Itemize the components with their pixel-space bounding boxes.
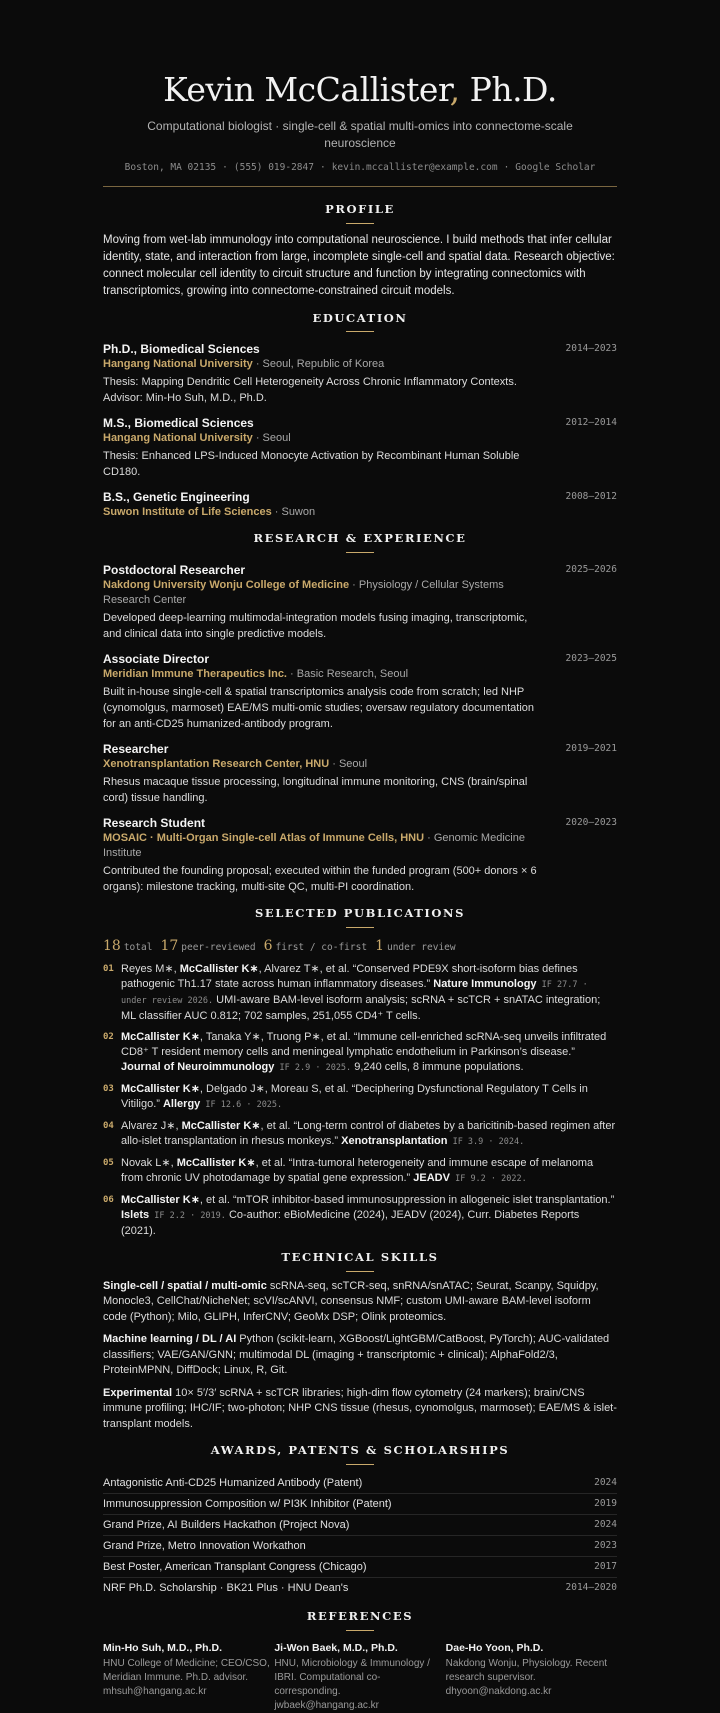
publication-meta: IF 3.9 · 2024. (447, 1136, 525, 1147)
publication-item (103, 962, 617, 1024)
degree: Ph.D. (459, 70, 557, 109)
award-year: 2019 (594, 1497, 617, 1509)
publication-title: , Tanaka Y∗, Truong P∗, et al. “Immune cell-enriched scRNA-seq unveils infiltrated CD8⁺ T resident memory cells and meningeal lymphatic endothelium in Parkinson’s disease.” (121, 1030, 607, 1058)
skill-item (103, 1279, 617, 1326)
education-section (103, 310, 617, 521)
publication-stat (160, 937, 256, 954)
entry-title: M.S., Biomedical Sciences (103, 416, 254, 431)
stat-label: total (123, 941, 153, 953)
experience-entry (103, 741, 617, 806)
contact-email[interactable]: kevin.mccallister@example.com (331, 162, 498, 173)
reference-email[interactable]: jwbaek@hangang.ac.kr (274, 1699, 379, 1711)
awards-list (103, 1473, 617, 1598)
publication-stats (103, 936, 617, 956)
publication-journal: Allergy (162, 1097, 201, 1110)
skill-label: Machine learning / DL / AI (103, 1333, 237, 1346)
references-section (103, 1608, 617, 1713)
publication-self-author: McCallister K∗ (121, 1030, 200, 1043)
entry-institution: Meridian Immune Therapeutics Inc. (103, 668, 287, 681)
skills-section (103, 1249, 617, 1432)
award-year: 2023 (594, 1539, 617, 1551)
skill-text: 10× 5′/3′ scRNA + scTCR libraries; high-dim flow cytometry (24 markers); brain/CNS immune profiling; IHC/IF; two-photon; NHP CNS tissue (rhesus, cynomolgus, marmoset); EAE/MS & islet-transplant models. (103, 1386, 617, 1430)
publication-self-author: McCallister K∗ (176, 1156, 256, 1169)
contact-phone[interactable]: (555) 019-2847 (233, 162, 314, 173)
publication-stat (103, 937, 153, 954)
publication-stat (263, 937, 368, 954)
entry-description: Built in-house single-cell & spatial transcriptomics analysis code from scratch; led NHP (cynomolgus, marmoset) EAE/MS multi-omic studies; oversaw regulatory documentation for an anti-CD25 humanized-antibody program. (103, 686, 534, 731)
publication-self-author: McCallister K∗ (181, 1119, 261, 1132)
entry-location: · Genomic Medicine Institute (103, 832, 525, 860)
stat-number: 18 (103, 937, 121, 954)
award-row (103, 1494, 617, 1515)
publication-meta: IF 2.9 · 2025. (274, 1062, 352, 1073)
reference-email[interactable]: mhsuh@hangang.ac.kr (103, 1685, 207, 1697)
publication-item (103, 1156, 617, 1187)
publication-meta: IF 2.2 · 2019. (149, 1210, 226, 1221)
entry-organization (103, 357, 553, 372)
entry-institution: Hangang National University (103, 432, 253, 445)
contact-separator: · (222, 162, 228, 173)
entry-location: · Seoul, Republic of Korea (252, 358, 385, 371)
publication-journal: Xenotransplantation (341, 1134, 448, 1147)
entry-date: 2008–2012 (565, 491, 617, 503)
references-list (103, 1641, 617, 1713)
entry-location: · Physiology / Cellular Systems Research Center (103, 579, 504, 607)
publication-index: 03 (103, 1083, 114, 1094)
education-list (103, 341, 617, 520)
award-year: 2024 (594, 1518, 617, 1530)
entry-title: Researcher (103, 742, 169, 757)
publications-section (103, 905, 617, 1239)
section-title-education: EDUCATION (103, 310, 617, 333)
publication-item (103, 1119, 617, 1150)
reference-description: HNU College of Medicine; CEO/CSO, Meridian Immune. Ph.D. advisor. (103, 1657, 270, 1683)
contact-scholar-link[interactable]: Google Scholar (515, 162, 596, 173)
skill-label: Experimental (103, 1386, 173, 1399)
reference-description: Nakdong Wonju, Physiology. Recent research supervisor. (445, 1657, 608, 1683)
name-heading (103, 70, 617, 110)
contact-line (103, 161, 617, 175)
name: Kevin McCallister (163, 70, 450, 109)
publication-item (103, 1082, 617, 1113)
contact-separator: · (503, 162, 510, 173)
entry-organization (103, 831, 553, 861)
experience-entry (103, 815, 617, 895)
award-row (103, 1578, 617, 1598)
publication-journal: Journal of Neuroimmunology (121, 1060, 275, 1073)
entry-title: Postdoctoral Researcher (103, 563, 246, 578)
reference-description: HNU, Microbiology & Immunology / IBRI. Computational co-corresponding. (274, 1657, 430, 1697)
publication-authors-pre: Novak L∗, (121, 1156, 177, 1169)
publication-authors-pre: Alvarez J∗, (121, 1119, 182, 1132)
publication-index: 01 (103, 963, 114, 974)
education-entry (103, 489, 617, 520)
reference-email[interactable]: dhyoon@nakdong.ac.kr (445, 1685, 552, 1697)
stat-number: 6 (263, 937, 273, 954)
education-entry (103, 341, 617, 406)
award-label: Best Poster, American Transplant Congress (Chicago) (103, 1560, 367, 1573)
entry-description: Thesis: Mapping Dendritic Cell Heterogeneity Across Chronic Inflammatory Contexts. Advisor: Min-Ho Suh, M.D., Ph.D. (103, 376, 517, 405)
tagline: Computational biologist · single-cell & spatial multi-omics into connectome-scale neuroscience (147, 119, 573, 150)
award-row (103, 1557, 617, 1578)
publication-index: 06 (103, 1194, 114, 1205)
publication-note: Co-author: eBioMedicine (2024), JEADV (2024), Curr. Diabetes Reports (2021). (121, 1208, 580, 1237)
publication-meta: IF 9.2 · 2022. (449, 1173, 527, 1184)
header-divider (103, 186, 617, 187)
award-row (103, 1536, 617, 1557)
award-year: 2024 (594, 1476, 617, 1488)
entry-title: Associate Director (103, 652, 210, 667)
entry-location: · Suwon (271, 506, 316, 519)
reference-name: Ji-Won Baek, M.D., Ph.D. (274, 1641, 398, 1654)
section-title-experience: RESEARCH & EXPERIENCE (103, 530, 617, 553)
entry-description: Developed deep-learning multimodal-integration models fusing imaging, transcriptomic, and clinical data into single predictive models. (103, 612, 528, 641)
publication-self-author: McCallister K∗ (121, 1082, 200, 1095)
reference-item (446, 1641, 617, 1713)
experience-list (103, 562, 617, 895)
publication-item (103, 1030, 617, 1076)
entry-institution: Suwon Institute of Life Sciences (103, 506, 272, 519)
publication-authors-pre: Reyes M∗, (121, 962, 180, 975)
entry-location: · Seoul (329, 758, 368, 771)
publication-title: , et al. “Intra-tumoral heterogeneity and immune escape of melanoma from chronic UV photodamage by spatial gene expression.” (121, 1156, 594, 1184)
entry-date: 2014–2023 (565, 343, 617, 355)
stat-label: peer-reviewed (181, 941, 256, 953)
publication-journal: JEADV (413, 1171, 450, 1184)
entry-description: Thesis: Enhanced LPS-Induced Monocyte Activation by Recombinant Human Soluble CD180. (103, 450, 520, 479)
entry-title: B.S., Genetic Engineering (103, 490, 250, 505)
publication-note: UMI-aware BAM-level isoform analysis; scRNA + scTCR + snATAC integration; ML classifier AUC 0.812; 702 samples, 251,055 CD4⁺ T cells. (121, 993, 601, 1022)
publication-note: 9,240 cells, 8 immune populations. (351, 1060, 524, 1073)
stat-label: first / co-first (275, 941, 368, 953)
award-row (103, 1515, 617, 1536)
entry-institution: Nakdong University Wonju College of Medicine (103, 579, 350, 592)
publication-title: , et al. “mTOR inhibitor-based immunosuppression in allogeneic islet transplantation.” (199, 1193, 615, 1206)
entry-organization (103, 757, 553, 772)
stat-number: 1 (375, 937, 384, 954)
publication-title: , Alvarez T∗, et al. “Conserved PDE9X short-isoform bias defines pathogenic Th1.17 state across human inflammatory diseases.” (121, 962, 578, 990)
publication-meta: IF 12.6 · 2025. (200, 1099, 283, 1110)
publication-title: , et al. “Long-term control of diabetes by a baricitinib-based regimen after allo-islet transplantation in rhesus monkeys.” (121, 1119, 616, 1147)
entry-title: Ph.D., Biomedical Sciences (103, 342, 260, 357)
publication-title: , Delgado J∗, Moreau S, et al. “Deciphering Dysfunctional Regulatory T Cells in Vitiligo.” (121, 1082, 588, 1110)
reference-item (274, 1641, 445, 1713)
skill-text: scRNA-seq, scTCR-seq, snRNA/snATAC; Seurat, Scanpy, Squidpy, Monocle3, CellChat/NicheNet; scVI/scANVI, consensus NMF; custom UMI-aware BAM-level isoform code (Python); Milo, GLIPH, InferCNV; GeoMx DSP; Olink proteomics. (103, 1279, 599, 1323)
experience-entry (103, 562, 617, 642)
award-label: Antagonistic Anti-CD25 Humanized Antibody (Patent) (103, 1476, 363, 1489)
award-year: 2014–2020 (565, 1581, 617, 1593)
award-label: Grand Prize, AI Builders Hackathon (Project Nova) (103, 1518, 350, 1531)
profile-section (103, 201, 617, 300)
publication-meta: IF 27.7 · under review 2026. (121, 979, 588, 1006)
skill-item (103, 1332, 617, 1379)
section-title-skills: TECHNICAL SKILLS (103, 1249, 617, 1272)
profile-text: Moving from wet-lab immunology into computational neuroscience. I build methods that infer cellular identity, state, and interaction from large, incomplete single-cell and spatial data. Research objective: connect molecular cell identity to circuit structure and function by integrating connectomics with transcriptomics, growing into connectome-constrained circuit models. (103, 233, 615, 297)
education-entry (103, 415, 617, 480)
skill-text: Python (scikit-learn, XGBoost/LightGBM/CatBoost, PyTorch); AUC-validated classifiers; VAE/GAN/GNN; multimodal DL (imaging + transcriptomic + clinical); AlphaFold2/3, ProteinMPNN, DiffDock; Linux, R, Git. (103, 1333, 610, 1377)
entry-description: Rhesus macaque tissue processing, longitudinal immune monitoring, CNS (brain/spinal cord) tissue handling. (103, 776, 528, 805)
publication-item (103, 1193, 617, 1239)
stat-label: under review (386, 941, 456, 953)
award-label: NRF Ph.D. Scholarship · BK21 Plus · HNU Dean's (103, 1581, 349, 1594)
publication-index: 04 (103, 1120, 114, 1131)
award-label: Grand Prize, Metro Innovation Workathon (103, 1539, 306, 1552)
experience-entry (103, 651, 617, 732)
experience-section (103, 530, 617, 895)
entry-description: Contributed the founding proposal; executed within the funded program (500+ donors × 6 organs): milestone tracking, multi-site QC, multi-PI coordination. (103, 865, 537, 894)
entry-date: 2019–2021 (565, 743, 617, 755)
reference-name: Min-Ho Suh, M.D., Ph.D. (103, 1641, 222, 1654)
skills-list (103, 1279, 617, 1433)
section-title-profile: PROFILE (103, 201, 617, 224)
entry-date: 2012–2014 (565, 417, 617, 429)
publication-self-author: McCallister K∗ (179, 962, 259, 975)
entry-institution: MOSAIC · Multi-Organ Single-cell Atlas of Immune Cells, HNU (103, 832, 425, 845)
stat-number: 17 (160, 937, 179, 954)
reference-item (103, 1641, 274, 1713)
entry-date: 2023–2025 (565, 653, 617, 665)
award-row (103, 1473, 617, 1494)
contact-location: Boston, MA 02135 (124, 162, 217, 173)
award-label: Immunosuppression Composition w/ PI3K Inhibitor (Patent) (103, 1497, 392, 1510)
publication-index: 05 (103, 1157, 114, 1168)
name-comma: , (449, 70, 460, 109)
publication-list (103, 962, 617, 1239)
entry-organization (103, 431, 553, 446)
awards-section (103, 1442, 617, 1598)
entry-title: Research Student (103, 816, 206, 831)
publication-journal: Islets (121, 1208, 150, 1221)
entry-location: · Seoul (252, 432, 291, 445)
entry-date: 2020–2023 (565, 817, 617, 829)
section-title-references: REFERENCES (103, 1608, 617, 1631)
contact-separator: · (319, 162, 326, 173)
publication-journal: Nature Immunology (433, 977, 537, 990)
entry-organization (103, 505, 553, 520)
publication-self-author: McCallister K∗ (121, 1193, 200, 1206)
publication-index: 02 (103, 1031, 114, 1042)
publication-stat (375, 937, 456, 954)
reference-name: Dae-Ho Yoon, Ph.D. (445, 1641, 544, 1654)
entry-date: 2025–2026 (565, 564, 617, 576)
entry-institution: Xenotransplantation Research Center, HNU (103, 758, 330, 771)
entry-location: · Basic Research, Seoul (287, 668, 409, 681)
entry-institution: Hangang National University (103, 358, 253, 371)
header (103, 0, 617, 187)
skill-item (103, 1386, 617, 1433)
entry-organization (103, 667, 553, 682)
skill-label: Single-cell / spatial / multi-omic (103, 1279, 267, 1292)
award-year: 2017 (594, 1560, 617, 1572)
section-title-awards: AWARDS, PATENTS & SCHOLARSHIPS (103, 1442, 617, 1465)
section-title-publications: SELECTED PUBLICATIONS (103, 905, 617, 928)
entry-organization (103, 578, 553, 608)
